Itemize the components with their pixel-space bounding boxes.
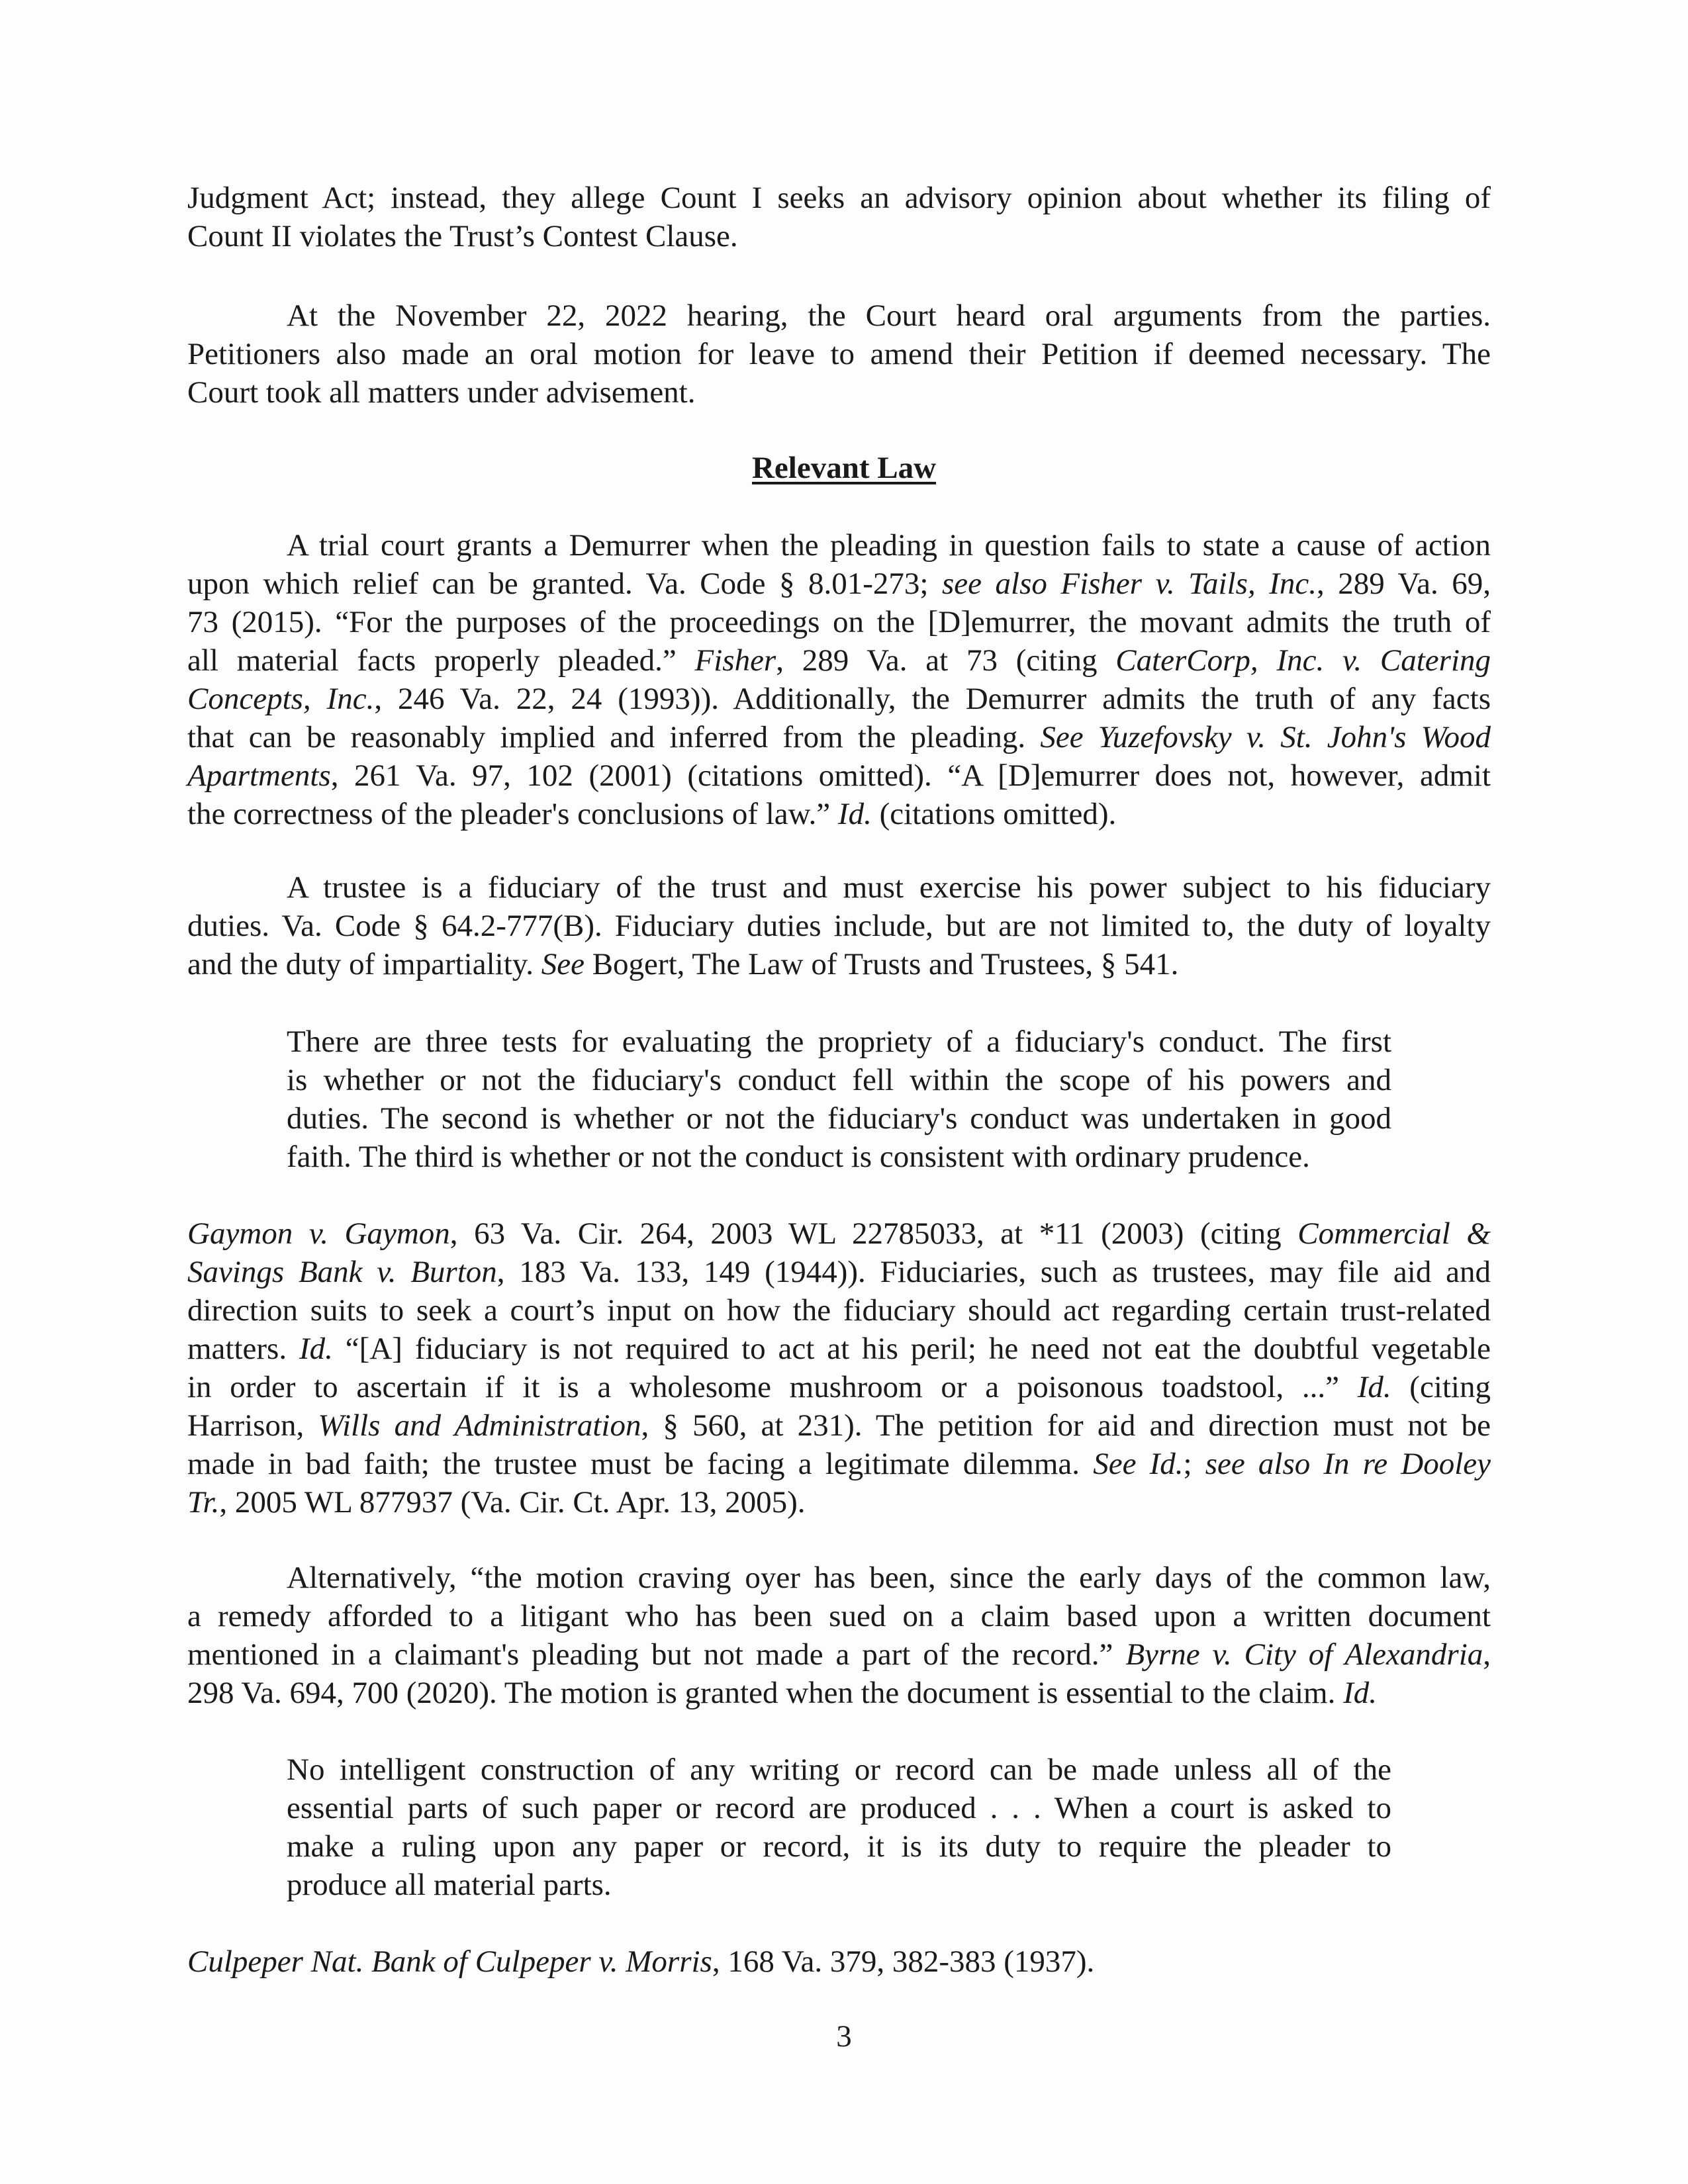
text-line (187, 1330, 1491, 1368)
text-line (187, 1253, 1491, 1291)
text-line (187, 1368, 1491, 1406)
italic-citation: Gaymon v. Gaymon (187, 1216, 450, 1251)
text-line: No intelligent construction of any writing or record can be made unless all of the (287, 1752, 1391, 1787)
text-line (187, 868, 1491, 907)
text-line (187, 1597, 1491, 1635)
text-line: duties. The second is whether or not the fiduciary's conduct was undertaken in good (287, 1101, 1391, 1136)
text-line (187, 680, 1491, 718)
text-run: in order to ascertain if it is a wholesome mushroom or a poisonous toadstool, ...” (187, 1370, 1358, 1404)
text-line (187, 718, 1491, 756)
text-line (187, 526, 1491, 565)
text-line (187, 1635, 1491, 1674)
paragraph-demurrer (187, 526, 1491, 833)
text-run: 298 Va. 694, 700 (2020). The motion is granted when the document is essential to the claim. (187, 1676, 1344, 1710)
text-line (187, 1559, 1491, 1597)
text-line (187, 795, 1491, 833)
italic-citation: CaterCorp, Inc. v. Catering (1115, 643, 1491, 678)
text-run: a remedy afforded to a litigant who has been sued on a claim based upon a written document (187, 1599, 1491, 1633)
italic-citation: Byrne v. City of Alexandria (1125, 1637, 1483, 1672)
text-line (187, 907, 1491, 945)
text-line (187, 1483, 1491, 1522)
paragraph-oyer (187, 1559, 1491, 1712)
italic-citation: see also In re Dooley (1205, 1447, 1491, 1481)
text-run: “[A] fiduciary is not required to act at his peril; he need not eat the doubtful vegetable (332, 1332, 1491, 1366)
italic-citation: Culpeper Nat. Bank of Culpeper v. Morris (187, 1944, 712, 1979)
italic-citation: Concepts, Inc. (187, 682, 375, 716)
text-line (187, 603, 1491, 641)
text-run: and the duty of impartiality. (187, 947, 541, 981)
text-run: the correctness of the pleader's conclusions of law.” (187, 797, 838, 831)
italic-citation: Tr. (187, 1485, 220, 1520)
text-run: Alternatively, “the motion craving oyer has been, since the early days of the common law, (287, 1561, 1491, 1595)
text-line: make a ruling upon any paper or record, it is its duty to require the pleader to (287, 1829, 1391, 1864)
text-run: , 289 Va. 69, (1316, 567, 1491, 601)
italic-citation: See Id. (1093, 1447, 1184, 1481)
text-run: , 63 Va. Cir. 264, 2003 WL 22785033, at *11 (2003) (citing (449, 1216, 1298, 1251)
text-line: is whether or not the fiduciary's conduct fell within the scope of his powers and (287, 1063, 1391, 1097)
block-quote-intelligent-construction (287, 1751, 1391, 1904)
text-run: , 183 Va. 133, 149 (1944)). Fiduciaries, such as trustees, may file aid and (496, 1255, 1491, 1289)
text-line: Count II violates the Trust’s Contest Clause. (187, 219, 738, 253)
text-line (187, 1214, 1491, 1253)
text-line: essential parts of such paper or record are produced . . . When a court is asked to (287, 1791, 1391, 1825)
text-run: , § 560, at 231). The petition for aid and direction must not be (641, 1408, 1491, 1443)
text-line (187, 1445, 1491, 1483)
italic-citation: Wills and Administration (318, 1408, 641, 1443)
text-run: Bogert, The Law of Trusts and Trustees, § 541. (584, 947, 1179, 981)
text-line (187, 1674, 1491, 1712)
text-line (187, 756, 1491, 795)
text-run: , 246 Va. 22, 24 (1993)). Additionally, the Demurrer admits the truth of any facts (374, 682, 1491, 716)
text-run: , 168 Va. 379, 382-383 (1937). (712, 1944, 1095, 1979)
block-quote-fiduciary-tests (287, 1023, 1391, 1176)
text-line (187, 1291, 1491, 1330)
text-run: Harrison, (187, 1408, 318, 1443)
italic-citation: See (541, 947, 585, 981)
text-run: , 289 Va. at 73 (citing (776, 643, 1116, 678)
text-run: matters. (187, 1332, 299, 1366)
text-line: At the November 22, 2022 hearing, the Court heard oral arguments from the parties. (287, 298, 1491, 333)
text-run: ; (1183, 1447, 1205, 1481)
text-line (187, 641, 1491, 680)
italic-citation: Id. (837, 797, 872, 831)
section-heading-relevant-law: Relevant Law (751, 451, 937, 485)
text-run: all material facts properly pleaded.” (187, 643, 695, 678)
text-run: A trial court grants a Demurrer when the pleading in question fails to state a cause of action (287, 528, 1491, 563)
text-run: (citing (1391, 1370, 1491, 1404)
paragraph-judgment-act (187, 179, 1491, 255)
text-line: produce all material parts. (287, 1868, 612, 1902)
text-run: 73 (2015). “For the purposes of the proceedings on the [D]emurrer, the movant admits the truth of (187, 605, 1491, 639)
text-run: that can be reasonably implied and inferred from the pleading. (187, 720, 1041, 754)
italic-citation: Savings Bank v. Burton (187, 1255, 497, 1289)
page-number: 3 (836, 2019, 852, 2054)
text-run: duties. Va. Code § 64.2-777(B). Fiduciary duties include, but are not limited to, the duty of loyalty (187, 909, 1491, 943)
italic-citation: Apartments (187, 758, 331, 793)
text-run: mentioned in a claimant's pleading but not made a part of the record.” (187, 1637, 1126, 1672)
text-run: made in bad faith; the trustee must be facing a legitimate dilemma. (187, 1447, 1094, 1481)
text-line (187, 1942, 1491, 1981)
text-run: A trustee is a fiduciary of the trust and must exercise his power subject to his fiduciary (287, 870, 1491, 905)
text-line (187, 1406, 1491, 1445)
text-line: Judgment Act; instead, they allege Count I seeks an advisory opinion about whether its filing of (187, 181, 1491, 215)
italic-citation: see also Fisher v. Tails, Inc. (942, 567, 1317, 601)
text-run: (citations omitted). (871, 797, 1117, 831)
text-line: Court took all matters under advisement. (187, 375, 696, 410)
text-run: upon which relief can be granted. Va. Code § 8.01-273; (187, 567, 942, 601)
text-line (187, 945, 1491, 983)
text-run: , (1483, 1637, 1491, 1672)
text-line: Petitioners also made an oral motion for leave to amend their Petition if deemed necessary. The (187, 337, 1491, 371)
paragraph-culpeper-citation (187, 1942, 1491, 1981)
text-run: , 261 Va. 97, 102 (2001) (citations omitted). “A [D]emurrer does not, however, admit (330, 758, 1491, 793)
paragraph-gaymon (187, 1214, 1491, 1522)
italic-citation: See Yuzefovsky v. St. John's Wood (1040, 720, 1491, 754)
italic-citation: Id. (299, 1332, 333, 1366)
italic-citation: Id. (1357, 1370, 1391, 1404)
italic-citation: Fisher (694, 643, 776, 678)
paragraph-hearing (187, 296, 1491, 412)
italic-citation: Commercial & (1297, 1216, 1491, 1251)
text-line (187, 565, 1491, 603)
text-run: direction suits to seek a court’s input on how the fiduciary should act regarding certain trust-related (187, 1293, 1491, 1328)
text-line: faith. The third is whether or not the conduct is consistent with ordinary prudence. (287, 1140, 1310, 1174)
italic-citation: Id. (1343, 1676, 1377, 1710)
text-line: There are three tests for evaluating the propriety of a fiduciary's conduct. The first (287, 1024, 1391, 1059)
text-run: , 2005 WL 877937 (Va. Cir. Ct. Apr. 13, 2005). (219, 1485, 806, 1520)
paragraph-trustee-duties (187, 868, 1491, 983)
